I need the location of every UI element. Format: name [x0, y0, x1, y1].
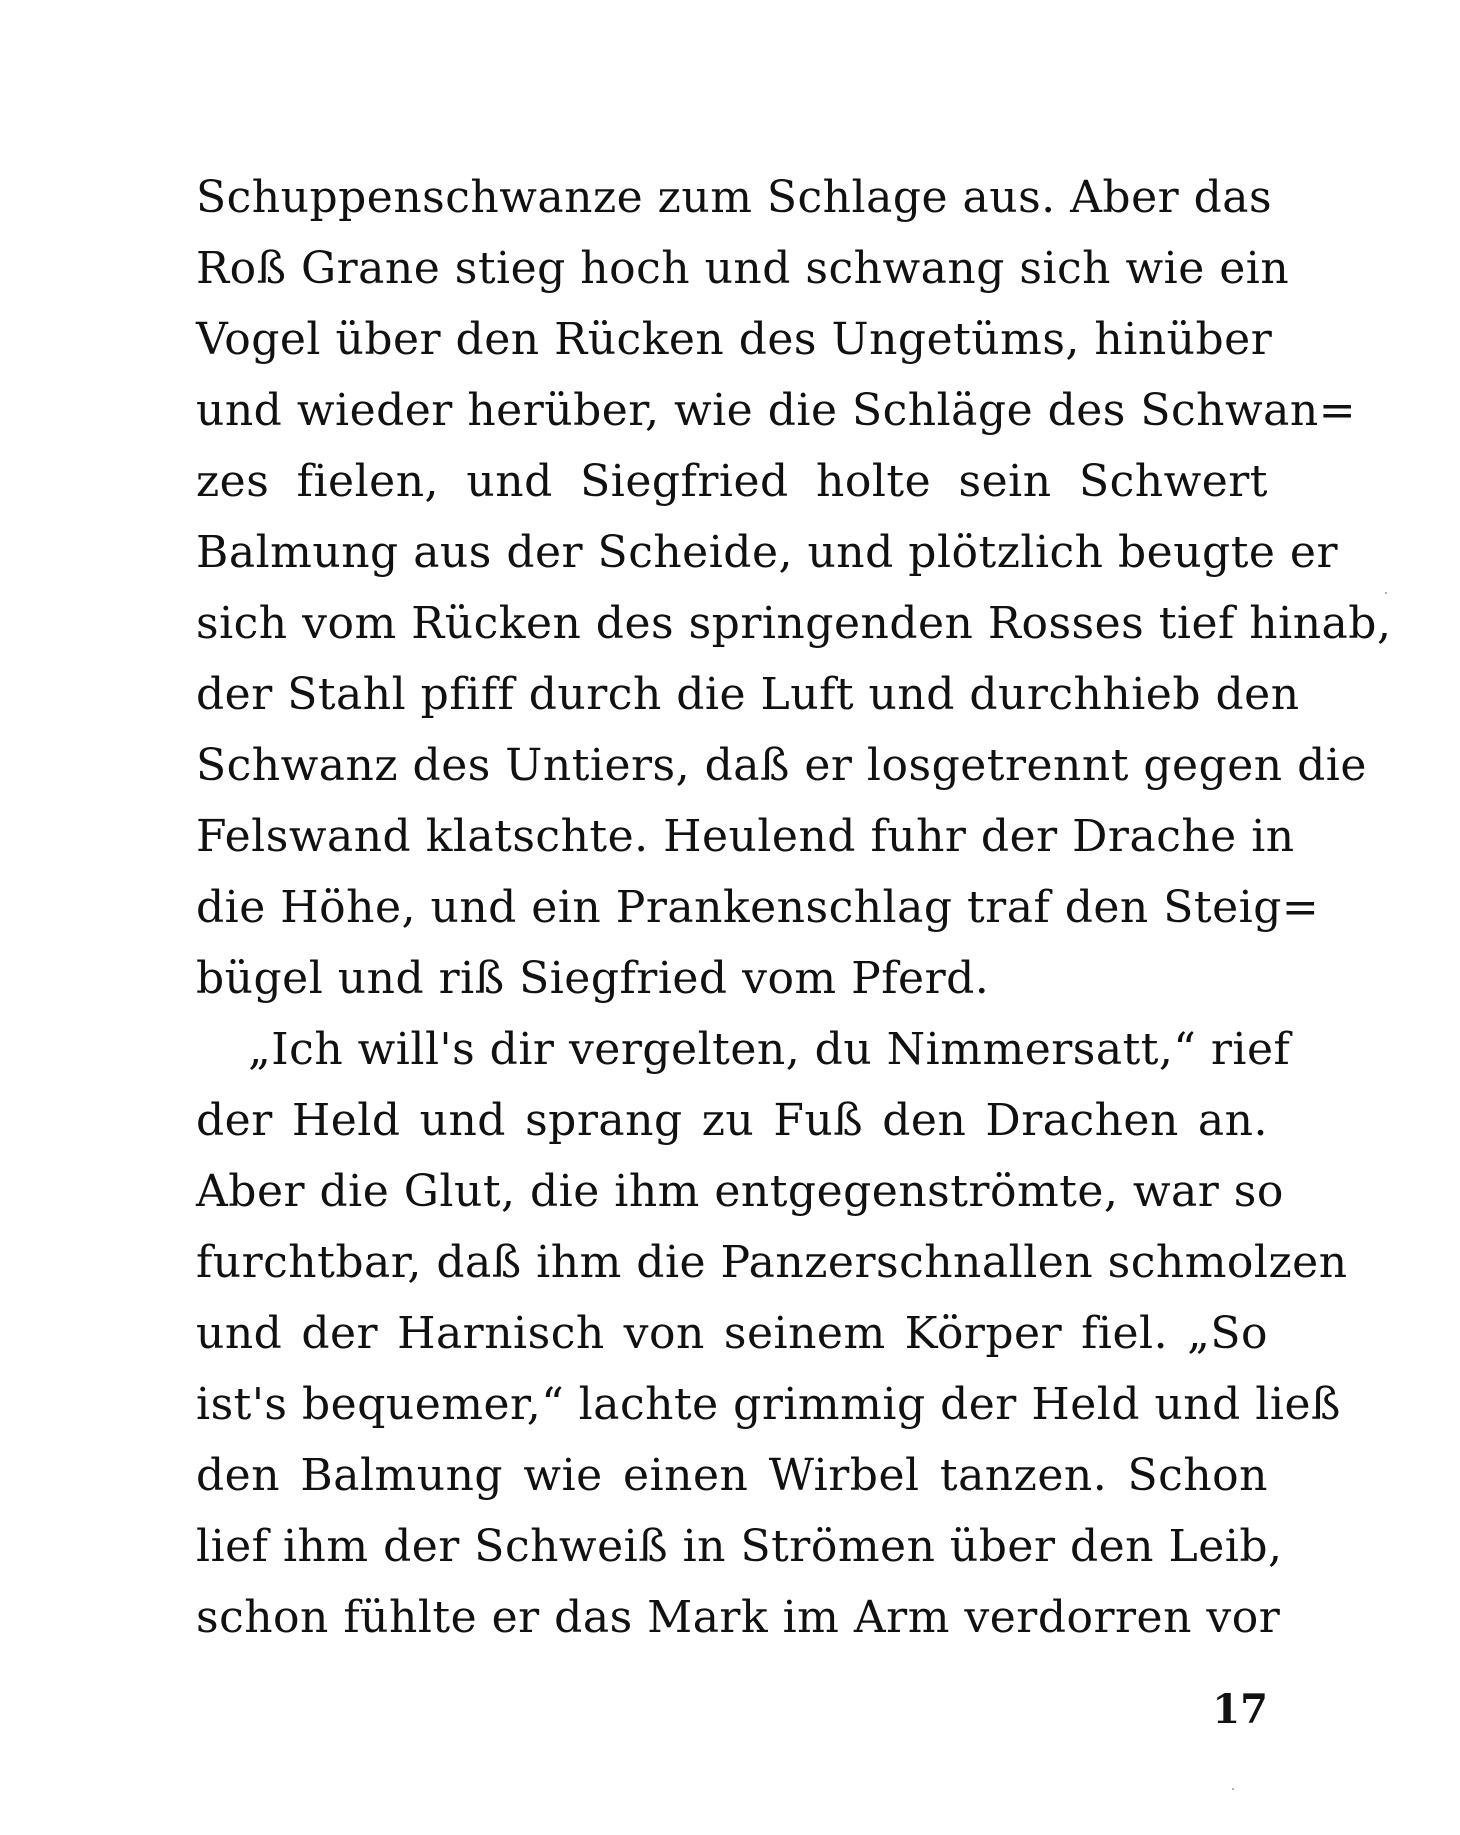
- text-line: Schuppenschwanze zum Schlage aus. Aber das: [196, 172, 1273, 223]
- text-line: Schwanz des Untiers, daß er losgetrennt gegen die: [196, 740, 1367, 791]
- text-line: sich vom Rücken des springenden Rosses tief hinab,: [196, 598, 1392, 649]
- text-line: ist's bequemer,“ lachte grimmig der Held und ließ: [196, 1379, 1341, 1430]
- text-line: der Held und sprang zu Fuß den Drachen an.: [196, 1095, 1268, 1146]
- text-line: der Stahl pfiff durch die Luft und durchhieb den: [196, 669, 1300, 720]
- text-line: Vogel über den Rücken des Ungetüms, hinüber: [196, 314, 1273, 365]
- text-line: Balmung aus der Scheide, und plötzlich beugte er: [196, 527, 1338, 578]
- body-text: [196, 162, 1392, 1653]
- text-line-paragraph-start: „Ich will's dir vergelten, du Nimmersatt,“ rief: [248, 1024, 1291, 1075]
- text-line: zes fielen, und Siegfried holte sein Schwert: [196, 456, 1268, 507]
- text-line: furchtbar, daß ihm die Panzerschnallen schmolzen: [196, 1237, 1348, 1288]
- text-line: Aber die Glut, die ihm entgegenströmte, war so: [196, 1166, 1284, 1217]
- text-line: schon fühlte er das Mark im Arm verdorren vor: [196, 1592, 1281, 1643]
- paper-speck: [1232, 1788, 1234, 1790]
- paper-speck: [1385, 592, 1387, 594]
- page-number: 17: [1212, 1686, 1268, 1733]
- text-line-paragraph-end: bügel und riß Siegfried vom Pferd.: [196, 953, 990, 1004]
- text-line: die Höhe, und ein Prankenschlag traf den Steig=: [196, 882, 1320, 933]
- text-line: und wieder herüber, wie die Schläge des Schwan=: [196, 385, 1357, 436]
- text-line: den Balmung wie einen Wirbel tanzen. Schon: [196, 1450, 1268, 1501]
- text-line: lief ihm der Schweiß in Strömen über den Leib,: [196, 1521, 1283, 1572]
- text-line: und der Harnisch von seinem Körper fiel. „So: [196, 1308, 1268, 1359]
- text-line: Felswand klatschte. Heulend fuhr der Drache in: [196, 811, 1295, 862]
- text-line: Roß Grane stieg hoch und schwang sich wie ein: [196, 243, 1290, 294]
